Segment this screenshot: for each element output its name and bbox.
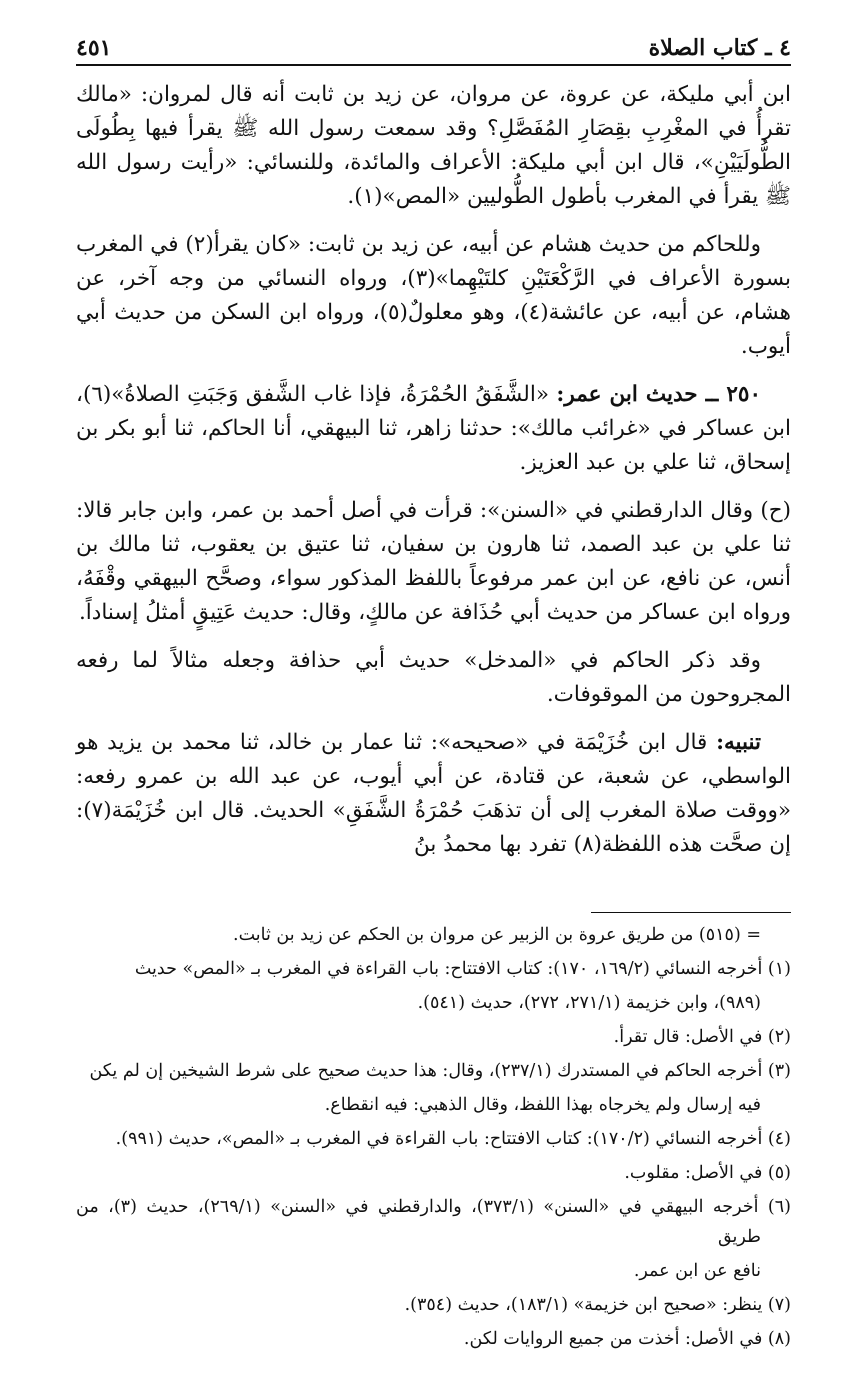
hadith-heading: ٢٥٠ ــ حديث ابن عمر: [556, 382, 761, 407]
paragraph-5: وقد ذكر الحاكم في «المدخل» حديث أبي حذافة وجعله مثالاً لما رفعه المجروحون من الموقوفات. [76, 648, 791, 707]
footnote-1: (١) أخرجه النسائي (١٦٩/٢، ١٧٠): كتاب الافتتاح: باب القراءة في المغرب بـ «المص» حديث [134, 959, 791, 979]
paragraph-4: (ح) وقال الدارقطني في «السنن»: قرأت في أصل أحمد بن عمر، وابن جابر قالا: ثنا علي بن عبد الصمد، ثنا هارون بن سفيان، ثنا عتيق بن يعقوب، ثنا مالك بن أنس، عن نافع، عن ابن عمر مرفوعاً باللفظ المذكور سواء، وصحَّح البيهقي وقْفَهُ، ورواه ابن عساكر من حديث أبي حُذَافة عن مالكٍ، وقال: حديث عَتِيقٍ أمثلُ إسناداً. [76, 498, 791, 625]
footnote-8: (٨) في الأصل: أخذت من جميع الروايات لكن. [463, 1329, 791, 1349]
footnote-3-continued: فيه إرسال ولم يخرجاه بهذا اللفظ، وقال الذهبي: فيه انقطاع. [324, 1095, 761, 1115]
footnote-1-continued: (٩٨٩)، وابن خزيمة (٢٧١/١، ٢٧٢)، حديث (٥٤١). [417, 993, 761, 1013]
note-heading: تنبيه: [716, 730, 761, 755]
page-number: ٤٥١ [76, 35, 112, 61]
paragraph-3 [76, 378, 791, 480]
footnote-5: (٥) في الأصل: مقلوب. [624, 1163, 791, 1183]
footnotes [76, 920, 791, 1358]
footnote-6-continued: نافع عن ابن عمر. [633, 1261, 761, 1281]
paragraph-2: وللحاكم من حديث هشام عن أبيه، عن زيد بن ثابت: «كان يقرأ(٢) في المغرب بسورة الأعراف في الرَّكْعَتَيْنِ كلتَيْهِما»(٣)، ورواه النسائي من وجه آخر، عن هشام، عن أبيه، عن عائشة(٤)، وهو معلولٌ(٥)، ورواه ابن السكن من حديث أبي أيوب. [76, 232, 791, 359]
footnote-6: (٦) أخرجه البيهقي في «السنن» (٣٧٣/١)، والدارقطني في «السنن» (٢٦٩/١)، حديث (٣)، من طريق [76, 1197, 791, 1247]
footnote-7: (٧) ينظر: «صحيح ابن خزيمة» (١٨٣/١)، حديث (٣٥٤). [404, 1295, 791, 1315]
main-text [76, 78, 791, 876]
page-header [76, 30, 791, 66]
paragraph-6 [76, 726, 791, 862]
footnote-3: (٣) أخرجه الحاكم في المستدرك (٢٣٧/١)، وقال: هذا حديث صحيح على شرط الشيخين إن لم يكن [89, 1061, 791, 1081]
footnote-separator [591, 912, 791, 913]
paragraph-1: ابن أبي مليكة، عن عروة، عن مروان، عن زيد بن ثابت أنه قال لمروان: «مالك تقرأُ في المغْرِبِ بقِصَارِ المُفَصَّلِ؟ وقد سمعت رسول الله ﷺ يقرأ فيها بِطُولَى الطُّولَيَيْنِ»، قال ابن أبي مليكة: الأعراف والمائدة، وللنسائي: «رأيت رسول الله ﷺ يقرأ في المغرب بأطول الطُّوليين «المص»(١). [76, 82, 791, 209]
chapter-title: ٤ ـ كتاب الصلاة [648, 35, 791, 61]
hadith-text: «الشَّفَقُ الحُمْرَةُ، فإذا غاب الشَّفق وَجَبَتِ الصلاةُ»(٦)، ابن عساكر في «غرائب مالك»: حدثنا زاهر، ثنا البيهقي، أنا الحاكم، ثنا أبو بكر بن إسحاق، ثنا علي بن عبد العزيز. [76, 382, 791, 475]
footnote-carryover: = (٥١٥) من طريق عروة بن الزبير عن مروان بن الحكم عن زيد بن ثابت. [233, 925, 761, 945]
footnote-4: (٤) أخرجه النسائي (١٧٠/٢): كتاب الافتتاح: باب القراءة في المغرب بـ «المص»، حديث (٩٩١). [115, 1129, 791, 1149]
footnote-2: (٢) في الأصل: قال تقرأ. [613, 1027, 791, 1047]
note-text: قال ابن خُزَيْمَة في «صحيحه»: ثنا عمار بن خالد، ثنا محمد بن يزيد هو الواسطي، عن شعبة، عن قتادة، عن أبي أيوب، عن عبد الله بن عمرو رفعه: «ووقت صلاة المغرب إلى أن تذهَبَ حُمْرَةُ الشَّفَقِ» الحديث. قال ابن خُزَيْمَة(٧): إن صحَّت هذه اللفظة(٨) تفرد بها محمدُ بنُ [76, 730, 791, 857]
